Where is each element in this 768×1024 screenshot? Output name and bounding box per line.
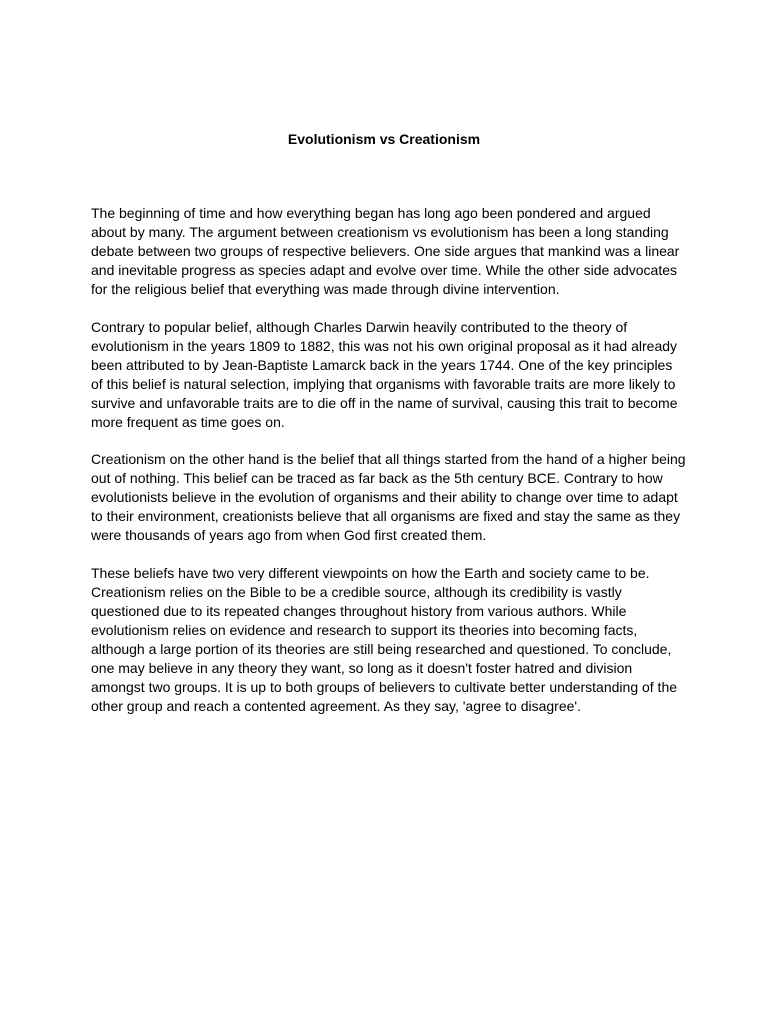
- paragraph-evolutionism: Contrary to popular belief, although Charles Darwin heavily contributed to the theory of evolutionism in the years 1809 to 1882, this was not his own original proposal as it had already been attributed to by Jean-Baptiste Lamarck back in the years 1744. One of the key principles of this belief is natural selection, implying that organisms with favorable traits are more likely to survive and unfavorable traits are to die off in the name of survival, causing this trait to become more frequent as time goes on.: [91, 318, 678, 430]
- document-body: [91, 204, 687, 734]
- paragraph-creationism: Creationism on the other hand is the belief that all things started from the hand of a higher being out of nothing. This belief can be traced as far back as the 5th century BCE. Contrary to how evolutionists believe in the evolution of organisms and their ability to change over time to adapt to their environment, creationists believe that all organisms are fixed and stay the same as they were thousands of years ago from when God first created them.: [91, 451, 686, 543]
- document-title: Evolutionism vs Creationism: [287, 131, 481, 147]
- paragraph-conclusion: These beliefs have two very different viewpoints on how the Earth and society came to be. Creationism relies on the Bible to be a credible source, although its credibility is vastly questioned due to its repeated changes throughout history from various authors. While evolutionism relies on evidence and research to support its theories into becoming facts, although a large portion of its theories are still being researched and questioned. To conclude, one may believe in any theory they want, so long as it doesn't foster hatred and division amongst two groups. It is up to both groups of believers to cultivate better understanding of the other group and reach a contented agreement. As they say, 'agree to disagree'.: [91, 564, 678, 714]
- paragraph-introduction: The beginning of time and how everything began has long ago been pondered and argued about by many. The argument between creationism vs evolutionism has been a long standing debate between two groups of respective believers. One side argues that mankind was a linear and inevitable progress as species adapt and evolve over time. While the other side advocates for the religious belief that everything was made through divine intervention.: [91, 205, 680, 297]
